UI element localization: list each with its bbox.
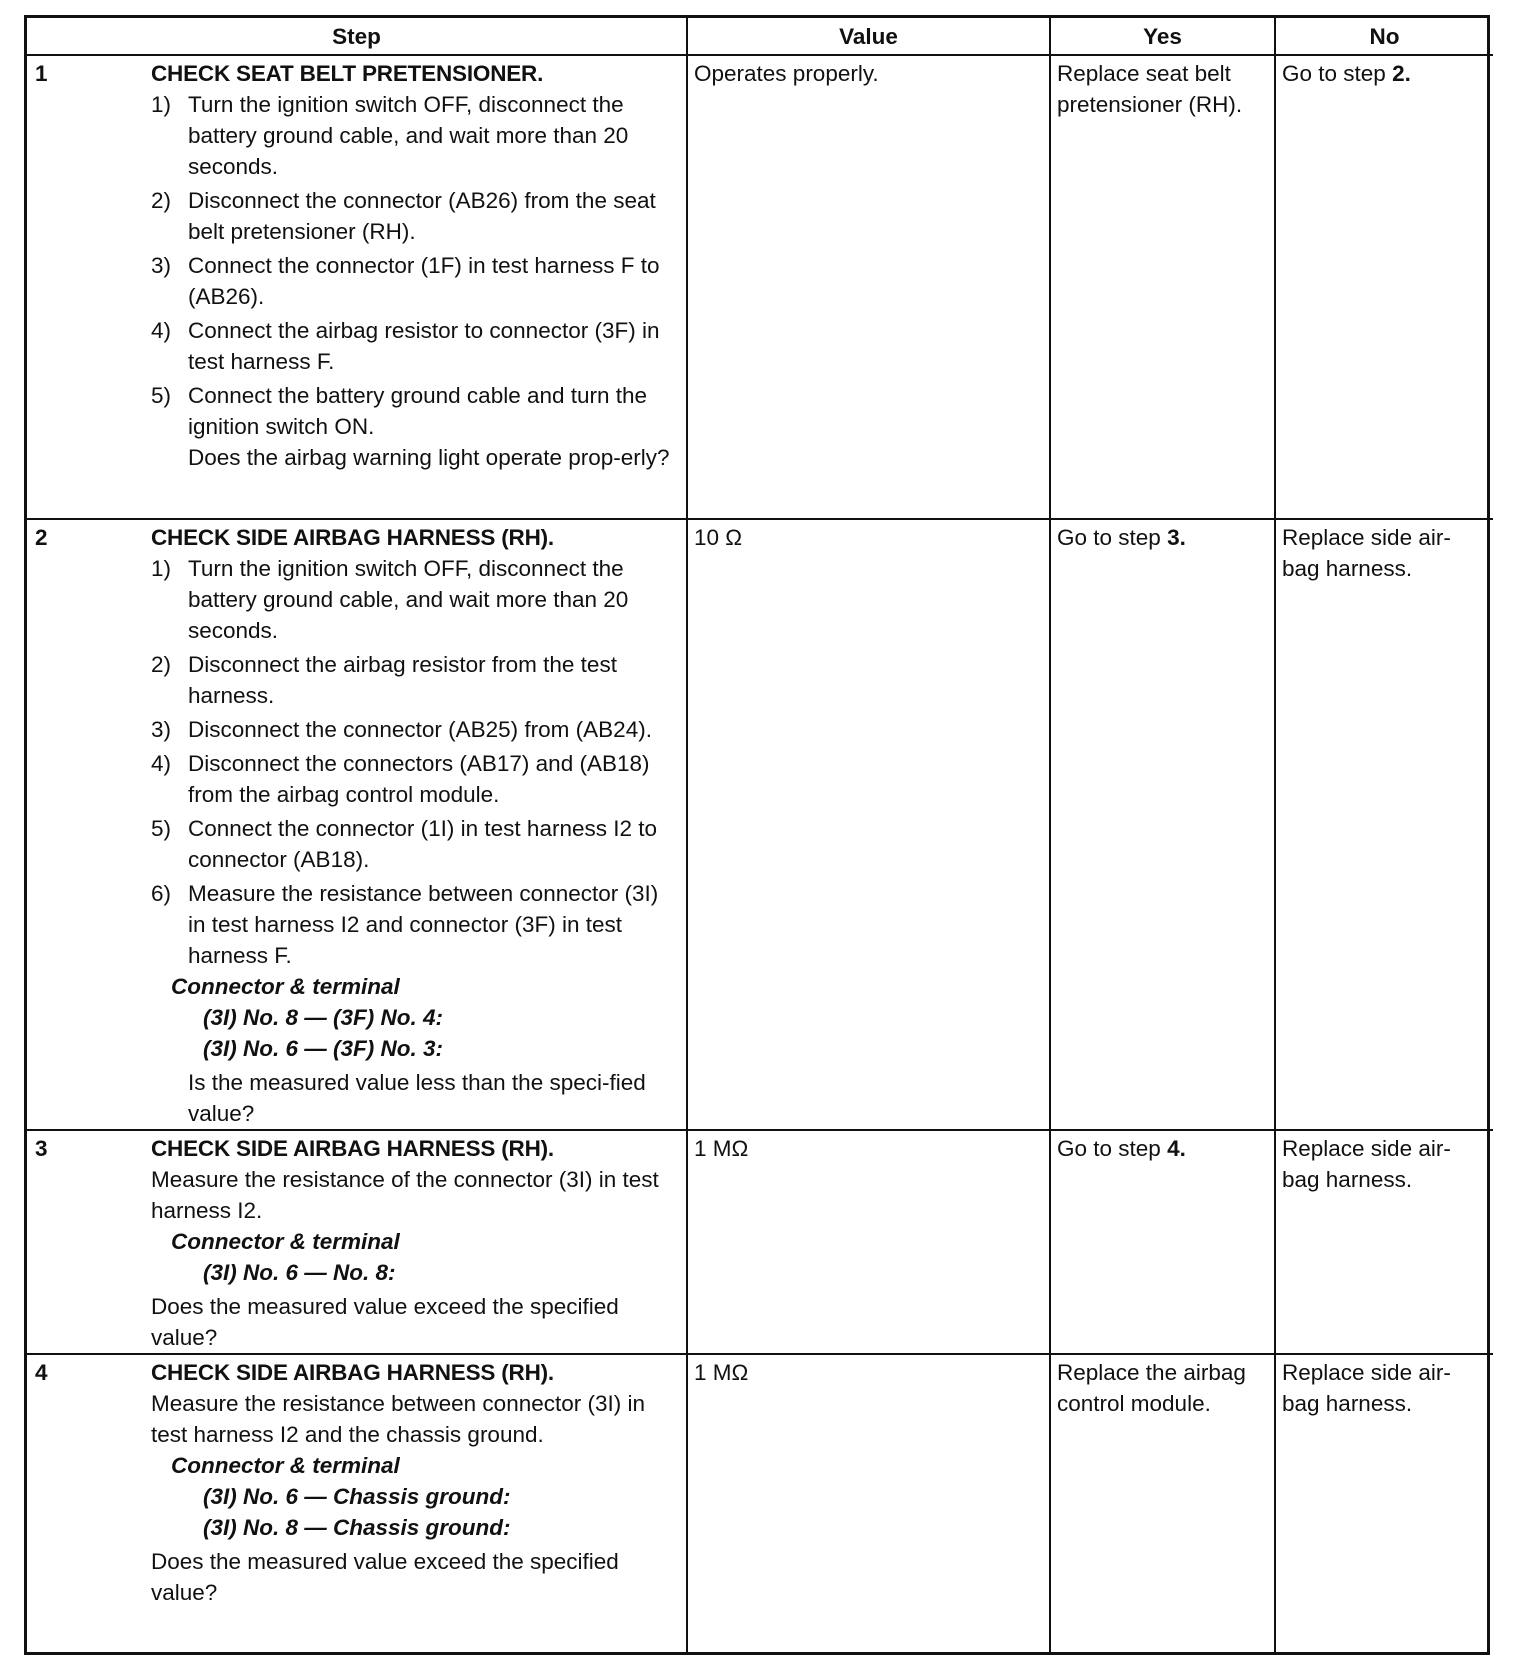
step-cell (27, 519, 687, 1130)
list-item (151, 748, 680, 810)
value-cell: 1 MΩ (687, 1354, 1050, 1652)
yes-step-ref: 4. (1167, 1136, 1186, 1161)
connector-heading: Connector & terminal (171, 1453, 400, 1478)
item-number: 2) (151, 652, 172, 677)
list-item (151, 553, 680, 646)
step-question: Does the airbag warning light operate prop-erly? (188, 445, 670, 470)
item-number: 2) (151, 188, 172, 213)
item-text: Turn the ignition switch OFF, disconnect the battery ground cable, and wait more than 20 seconds. (188, 92, 629, 179)
list-item (151, 250, 680, 312)
no-step-ref: 2. (1392, 61, 1411, 86)
item-text: Disconnect the connectors (AB17) and (AB18) from the airbag control module. (188, 751, 650, 807)
header-no: No (1275, 18, 1493, 55)
step-instructions (151, 89, 680, 442)
list-item (151, 315, 680, 377)
table-row (27, 1354, 1493, 1652)
header-yes: Yes (1050, 18, 1275, 55)
yes-text: Go to step (1057, 1136, 1168, 1161)
item-number: 5) (151, 816, 172, 841)
step-question: Is the measured value less than the speci-fied value? (188, 1070, 646, 1126)
yes-cell (1050, 519, 1275, 1130)
header-value: Value (687, 18, 1050, 55)
no-cell: Replace side air-bag harness. (1275, 1130, 1493, 1354)
connector-terminal: (3I) No. 6 — Chassis ground: (203, 1484, 511, 1509)
item-number: 3) (151, 253, 172, 278)
no-cell: Replace side air-bag harness. (1275, 519, 1493, 1130)
yes-text: Go to step (1057, 525, 1168, 550)
table-row (27, 1130, 1493, 1354)
item-text: Connect the battery ground cable and turn the ignition switch ON. (188, 383, 648, 439)
no-cell: Replace side air-bag harness. (1275, 1354, 1493, 1652)
table-row (27, 55, 1493, 519)
value-cell: 10 Ω (687, 519, 1050, 1130)
item-text: Connect the connector (1I) in test harness I2 to connector (AB18). (188, 816, 658, 872)
step-title: CHECK SIDE AIRBAG HARNESS (RH). (151, 525, 554, 550)
step-title: CHECK SEAT BELT PRETENSIONER. (151, 61, 544, 86)
item-text: Disconnect the connector (AB26) from the seat belt pretensioner (RH). (188, 188, 656, 244)
item-number: 6) (151, 881, 172, 906)
step-title: CHECK SIDE AIRBAG HARNESS (RH). (151, 1136, 554, 1161)
connector-heading: Connector & terminal (171, 974, 400, 999)
step-number: 4 (35, 1360, 48, 1385)
item-text: Connect the airbag resistor to connector (3F) in test harness F. (188, 318, 660, 374)
step-cell (27, 1130, 687, 1354)
connector-terminal: (3I) No. 8 — Chassis ground: (203, 1515, 511, 1540)
item-text: Disconnect the connector (AB25) from (AB24). (188, 717, 652, 742)
step-question: Does the measured value exceed the specified value? (151, 1294, 619, 1350)
table-row (27, 519, 1493, 1130)
item-number: 3) (151, 717, 172, 742)
list-item (151, 649, 680, 711)
item-number: 4) (151, 751, 172, 776)
item-number: 4) (151, 318, 172, 343)
step-cell (27, 55, 687, 519)
header-step: Step (27, 18, 687, 55)
yes-cell (1050, 1130, 1275, 1354)
connector-heading: Connector & terminal (171, 1229, 400, 1254)
step-cell (27, 1354, 687, 1652)
step-body: Measure the resistance between connector (3I) in test harness I2 and the chassis ground. (151, 1391, 646, 1447)
step-instructions (151, 553, 680, 971)
step-number: 1 (35, 61, 48, 86)
step-title: CHECK SIDE AIRBAG HARNESS (RH). (151, 1360, 554, 1385)
no-cell (1275, 55, 1493, 519)
item-text: Measure the resistance between connector (3I) in test harness I2 and connector (3F) in test harness F. (188, 881, 659, 968)
header-row (27, 18, 1493, 55)
diagnostic-table (27, 18, 1493, 1652)
value-cell: Operates properly. (687, 55, 1050, 519)
step-question: Does the measured value exceed the specified value? (151, 1549, 619, 1605)
item-number: 1) (151, 92, 172, 117)
connector-terminal: (3I) No. 8 — (3F) No. 4: (203, 1005, 444, 1030)
item-text: Turn the ignition switch OFF, disconnect the battery ground cable, and wait more than 20 seconds. (188, 556, 629, 643)
step-number: 2 (35, 525, 48, 550)
value-cell: 1 MΩ (687, 1130, 1050, 1354)
yes-step-ref: 3. (1167, 525, 1186, 550)
diagnostic-table-page (24, 15, 1490, 1655)
list-item (151, 89, 680, 182)
item-text: Connect the connector (1F) in test harness F to (AB26). (188, 253, 660, 309)
list-item (151, 813, 680, 875)
yes-cell: Replace the airbag control module. (1050, 1354, 1275, 1652)
connector-terminal: (3I) No. 6 — No. 8: (203, 1260, 396, 1285)
step-number: 3 (35, 1136, 48, 1161)
no-text: Go to step (1282, 61, 1393, 86)
item-text: Disconnect the airbag resistor from the test harness. (188, 652, 617, 708)
item-number: 1) (151, 556, 172, 581)
step-body: Measure the resistance of the connector (3I) in test harness I2. (151, 1167, 659, 1223)
list-item (151, 380, 680, 442)
list-item (151, 185, 680, 247)
yes-cell: Replace seat belt pretensioner (RH). (1050, 55, 1275, 519)
list-item (151, 878, 680, 971)
item-number: 5) (151, 383, 172, 408)
connector-terminal: (3I) No. 6 — (3F) No. 3: (203, 1036, 444, 1061)
list-item (151, 714, 680, 745)
